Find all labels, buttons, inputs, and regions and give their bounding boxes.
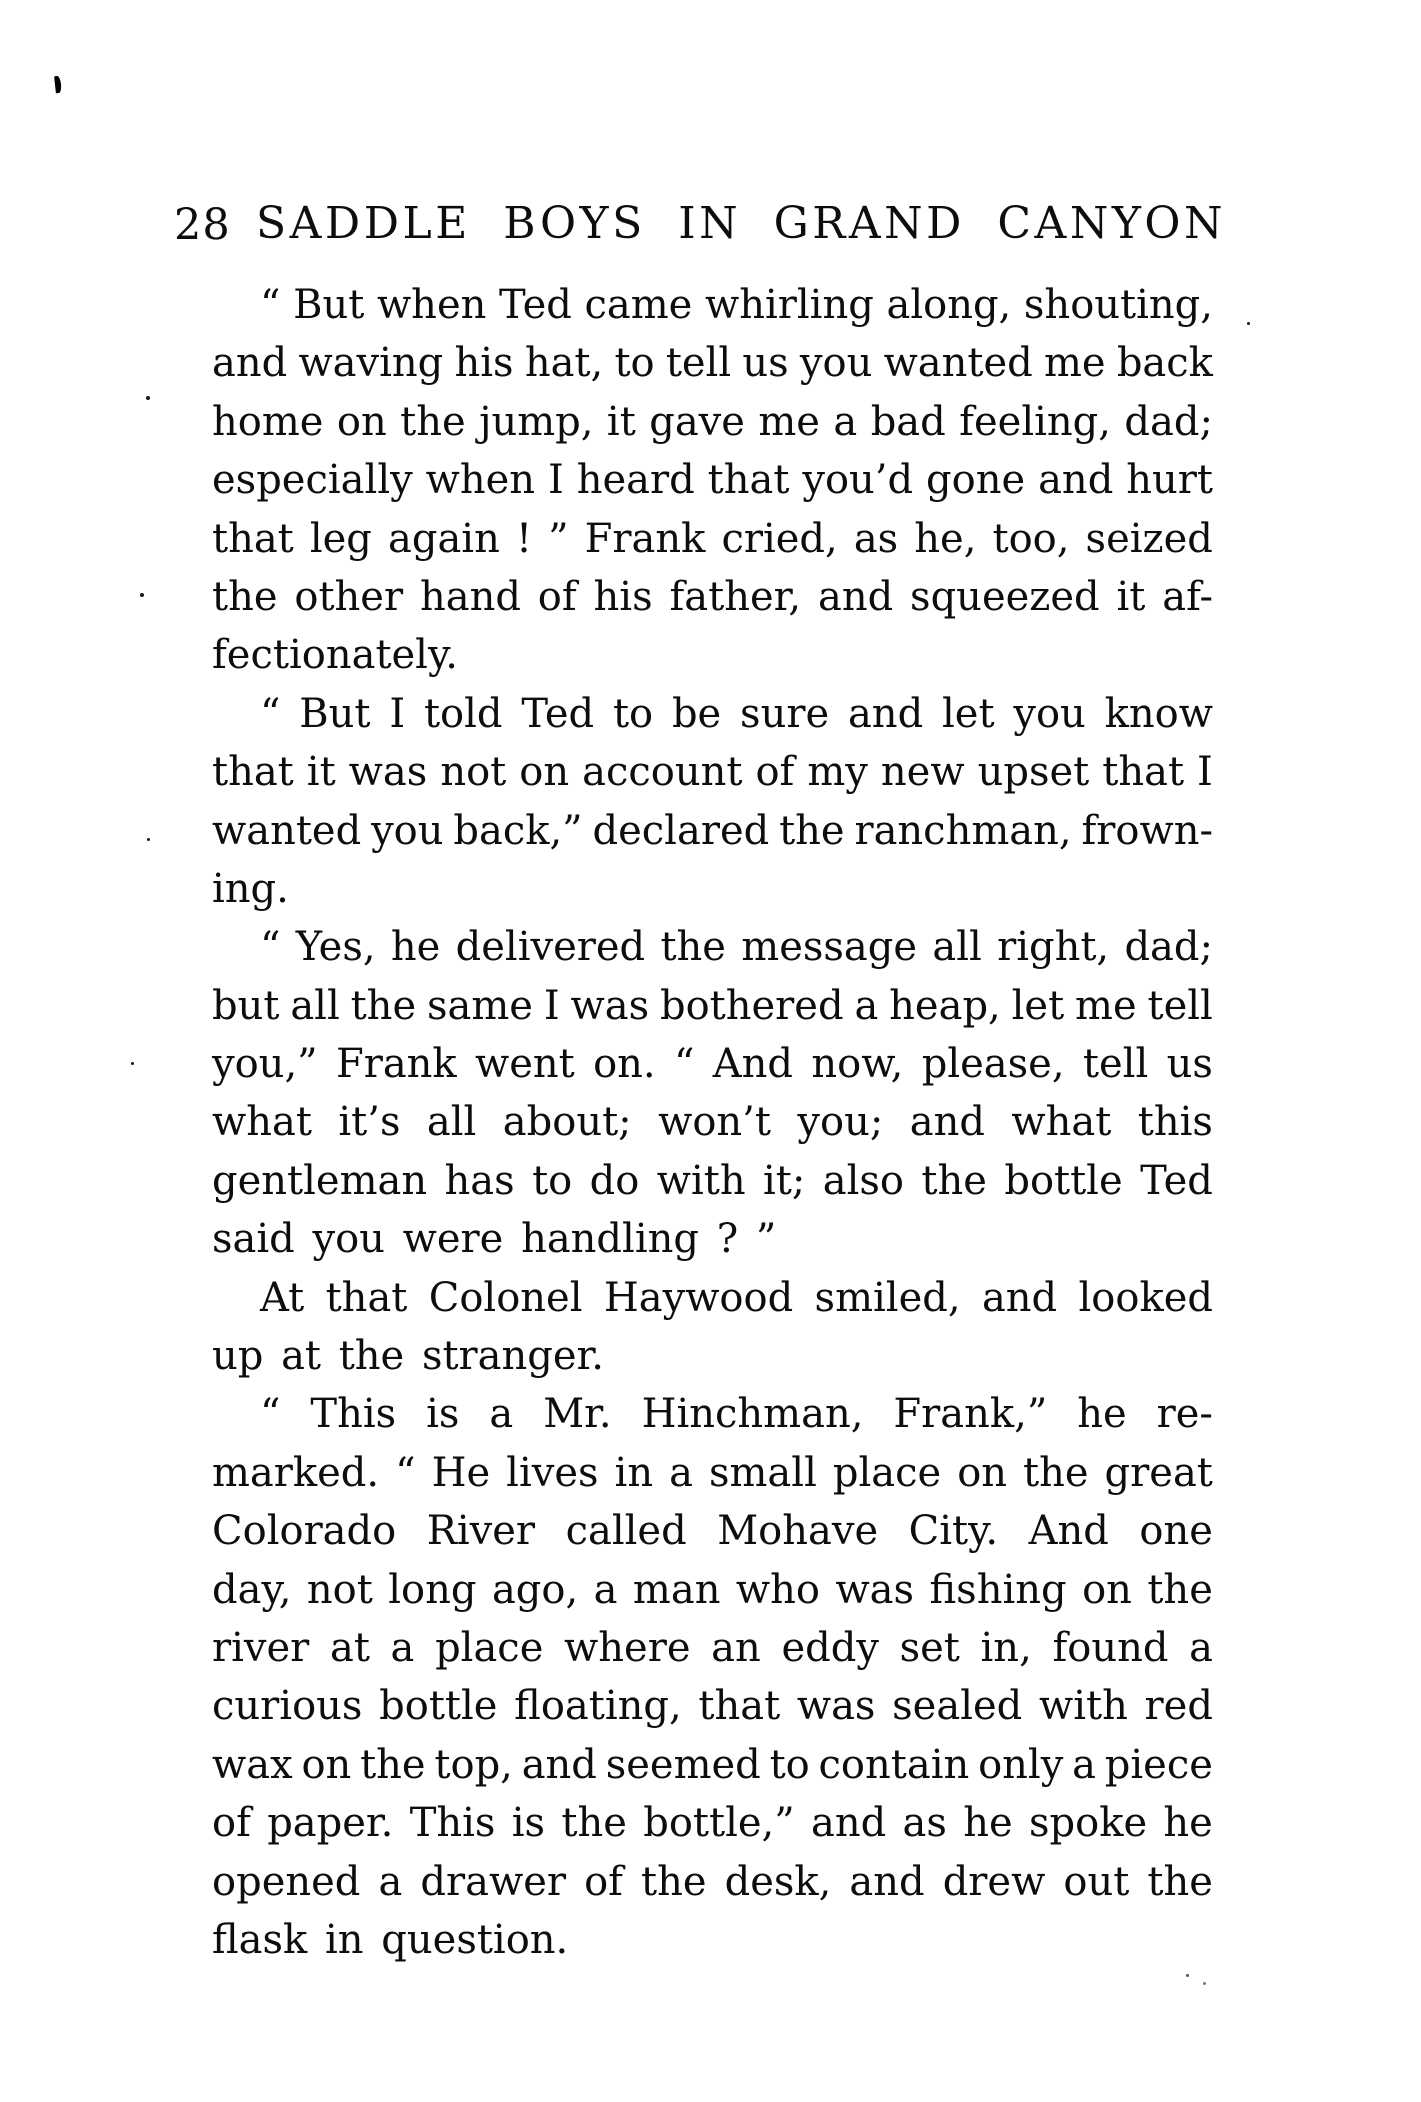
word: the (400, 398, 466, 445)
word: that (1102, 749, 1185, 796)
word: Mohave (717, 1508, 879, 1555)
word: jump, (479, 398, 594, 445)
word: eddy (781, 1624, 879, 1671)
word: me (1075, 982, 1137, 1029)
ink-speck (146, 396, 150, 400)
text-line (212, 1152, 1213, 1210)
word: that (212, 749, 294, 796)
word: the (779, 807, 845, 854)
word: and (909, 1099, 985, 1146)
word: and (1038, 457, 1114, 504)
word: an (711, 1624, 761, 1671)
word: wanted (212, 807, 362, 854)
word: on (301, 1741, 352, 1788)
word: he, (914, 515, 977, 562)
text-line (212, 1561, 1213, 1619)
word: I (543, 982, 560, 1029)
word: a (669, 1449, 693, 1496)
word: is (511, 1800, 546, 1847)
word: me (758, 398, 820, 445)
ink-speck (140, 593, 144, 597)
word: heap, (889, 982, 1001, 1029)
word: hurt (1126, 457, 1213, 504)
word: Hinchman, (641, 1391, 864, 1438)
word: that (698, 1683, 781, 1730)
word: wanted (883, 340, 1033, 387)
word: drawer (420, 1858, 566, 1905)
word: the (561, 1800, 627, 1847)
word: dad; (1124, 924, 1213, 971)
text-line (212, 1677, 1213, 1735)
word: “ (395, 1449, 416, 1496)
word: called (565, 1508, 687, 1555)
word: of (212, 1800, 251, 1847)
text-line (212, 685, 1213, 743)
word: This (409, 1800, 496, 1847)
word: to (769, 1741, 810, 1788)
word: Frank (584, 515, 706, 562)
word: sure (740, 690, 830, 737)
word: and (849, 1858, 925, 1905)
word: a (833, 398, 858, 445)
word: this (1137, 1099, 1213, 1146)
word: fishing (929, 1566, 1067, 1613)
word: of (584, 1858, 623, 1905)
word: it (306, 749, 336, 796)
ink-speck (131, 1062, 134, 1065)
word: of (537, 573, 577, 620)
word: the (1023, 1449, 1089, 1496)
word: the (360, 1741, 426, 1788)
word: delivered (455, 924, 646, 971)
text-line (212, 276, 1213, 334)
word: father, (669, 573, 802, 620)
word: on (1082, 1566, 1132, 1613)
word: to (612, 690, 654, 737)
word: heard (576, 457, 695, 504)
word: again (388, 515, 500, 562)
word: tell (665, 340, 732, 387)
word: his (454, 340, 514, 387)
word: ago, (491, 1566, 579, 1613)
word: as (902, 1800, 947, 1847)
word: wax (212, 1741, 293, 1788)
text-line (212, 1093, 1213, 1151)
word: too, (992, 515, 1070, 562)
word: right, (997, 924, 1110, 971)
word: what (212, 1099, 312, 1146)
word: now, (811, 1041, 904, 1088)
word: piece (1104, 1741, 1213, 1788)
text-line (212, 918, 1213, 976)
word: he (963, 1800, 1013, 1847)
word: Ted (521, 690, 595, 737)
word: long (388, 1566, 477, 1613)
word: out (1063, 1858, 1130, 1905)
word: also (822, 1157, 905, 1204)
word: in (614, 1449, 654, 1496)
word: my (807, 749, 868, 796)
word: what (1011, 1099, 1112, 1146)
word: all (426, 1099, 477, 1146)
word: is (426, 1391, 460, 1438)
word: a (378, 1858, 403, 1905)
word: other (294, 573, 404, 620)
word: ranchman, (854, 807, 1072, 854)
text-line (212, 1853, 1213, 1911)
word: And (712, 1041, 794, 1088)
word: I (547, 457, 564, 504)
word: back,” (453, 807, 583, 854)
text-line (212, 1444, 1213, 1502)
word: “ (260, 282, 281, 328)
word: not (440, 749, 507, 796)
word: you’d (802, 457, 914, 504)
text-line (212, 568, 1213, 626)
word: paper. (267, 1800, 394, 1847)
word: cried, (721, 515, 838, 562)
word: the (641, 1858, 707, 1905)
word: “ (260, 690, 281, 737)
word: to (532, 1157, 573, 1204)
word: found (1052, 1624, 1169, 1671)
word: on (957, 1449, 1008, 1496)
word: about; (502, 1099, 632, 1146)
text-line (212, 451, 1213, 509)
ink-speck (1186, 1974, 1189, 1977)
word: I (389, 690, 406, 737)
text-line (212, 1502, 1213, 1560)
word: along, (886, 282, 1012, 328)
word: and (521, 1741, 597, 1788)
word: was (796, 1683, 876, 1730)
text-line (212, 977, 1213, 1035)
word: us (742, 340, 789, 387)
word: new (880, 749, 965, 796)
word: hat, (524, 340, 604, 387)
word: set (899, 1624, 960, 1671)
word: shouting, (1023, 282, 1213, 328)
page-header (0, 198, 1421, 250)
word: sealed (892, 1683, 1023, 1730)
word: red (1144, 1683, 1213, 1730)
word: a (489, 1391, 514, 1438)
word: was (835, 1566, 915, 1613)
word: Haywood (603, 1274, 794, 1321)
word: tell (1082, 1041, 1149, 1088)
word: seized (1085, 515, 1213, 562)
word: and (212, 340, 288, 387)
word: This (310, 1391, 397, 1438)
word: and (981, 1274, 1058, 1321)
word: I (1197, 749, 1213, 796)
word: who (735, 1566, 820, 1613)
word: frown- (1081, 807, 1213, 854)
word: a (390, 1624, 415, 1671)
word: has (444, 1157, 515, 1204)
word: contain (818, 1741, 970, 1788)
word: he (1163, 1800, 1213, 1847)
word: Frank,” (893, 1391, 1048, 1438)
word: bad (870, 398, 946, 445)
word: Colonel (428, 1274, 583, 1321)
text-line (212, 1385, 1213, 1443)
word: desk, (724, 1858, 832, 1905)
word: declared (592, 807, 770, 854)
word: all (290, 982, 340, 1029)
word: bottle,” (643, 1800, 795, 1847)
word: it (1116, 573, 1146, 620)
text-line: fectionately. (212, 632, 458, 679)
text-line (212, 743, 1213, 801)
word: the (921, 1157, 987, 1204)
page-text (212, 276, 1213, 1969)
word: be (671, 690, 722, 737)
word: on (519, 749, 570, 796)
ink-speck (1203, 1982, 1206, 1985)
word: hand (419, 573, 521, 620)
word: me (1043, 340, 1106, 387)
ink-speck (1247, 322, 1250, 325)
word: curious (212, 1683, 363, 1730)
word: but (212, 982, 280, 1029)
word: lives (506, 1449, 599, 1496)
word: and (847, 690, 924, 737)
text-line: flask in question. (212, 1916, 569, 1963)
word: it; (763, 1157, 806, 1204)
word: “ (673, 1041, 695, 1088)
word: he (1077, 1391, 1127, 1438)
word: leg (309, 515, 372, 562)
word: that (212, 515, 294, 562)
word: af- (1162, 573, 1213, 620)
word: on. (593, 1041, 656, 1088)
word: know (1104, 690, 1213, 737)
word: not (306, 1566, 373, 1613)
word: great (1104, 1449, 1213, 1496)
word: his (593, 573, 653, 620)
word: opened (212, 1858, 361, 1905)
word: seemed (605, 1741, 761, 1788)
word: squeezed (910, 573, 1100, 620)
word: the (212, 573, 278, 620)
word: with (1038, 1683, 1128, 1730)
text-line (212, 1736, 1213, 1794)
word: a (593, 1566, 618, 1613)
text-line (212, 393, 1213, 451)
word: won’t (658, 1099, 771, 1146)
word: let (1011, 982, 1065, 1029)
word: us (1166, 1041, 1213, 1088)
word: that (707, 457, 790, 504)
word: feeling, (959, 398, 1111, 445)
word: same (426, 982, 533, 1029)
text-line (212, 510, 1213, 568)
word: let (941, 690, 995, 737)
word: where (564, 1624, 691, 1671)
word: ” (548, 515, 569, 562)
word: “ (260, 924, 281, 971)
ink-speck (147, 838, 150, 841)
word: at (329, 1624, 370, 1671)
word: River (426, 1508, 536, 1555)
word: He (431, 1449, 491, 1496)
word: was (570, 982, 650, 1029)
word: as (853, 515, 899, 562)
word: only (978, 1741, 1064, 1788)
word: a (1189, 1624, 1213, 1671)
word: the (1147, 1566, 1213, 1613)
word: when (376, 282, 487, 328)
word: whirling (704, 282, 874, 328)
word: gentleman (212, 1157, 428, 1204)
word: looked (1078, 1274, 1213, 1321)
word: re- (1156, 1391, 1213, 1438)
word: in, (980, 1624, 1032, 1671)
word: the (1147, 1858, 1213, 1905)
word: the (350, 982, 417, 1029)
word: when (425, 457, 536, 504)
word: day, (212, 1566, 292, 1613)
word: dad; (1124, 398, 1213, 445)
word: you,” (212, 1041, 318, 1088)
word: drew (942, 1858, 1046, 1905)
word: home (212, 398, 324, 445)
word: Ted (1140, 1157, 1213, 1204)
word: gone (926, 457, 1026, 504)
word: ! (515, 515, 533, 562)
text-line (212, 334, 1213, 392)
word: “ (260, 1391, 281, 1438)
word: bottle (1004, 1157, 1123, 1204)
word: it (606, 398, 636, 445)
word: it’s (338, 1099, 401, 1146)
word: Yes, (295, 924, 376, 971)
page-number: 28 (174, 200, 231, 250)
word: of (755, 749, 795, 796)
text-line (212, 1619, 1213, 1677)
word: came (584, 282, 693, 328)
word: tell (1147, 982, 1213, 1029)
word: message (741, 924, 918, 971)
word: a (854, 982, 879, 1029)
word: marked. (212, 1449, 380, 1496)
word: you (371, 807, 444, 854)
word: you (1013, 690, 1086, 737)
word: river (212, 1624, 310, 1671)
text-line (212, 802, 1213, 860)
text-line: ing. (212, 865, 289, 912)
word: one (1139, 1508, 1213, 1555)
word: a (1072, 1741, 1096, 1788)
word: place (435, 1624, 544, 1671)
word: bothered (659, 982, 844, 1029)
word: But (293, 282, 365, 328)
word: with (656, 1157, 746, 1204)
word: you; (797, 1099, 884, 1146)
word: and (811, 1800, 887, 1847)
word: you (799, 340, 873, 387)
word: Colorado (212, 1508, 397, 1555)
word: especially (212, 457, 413, 504)
text-line (212, 1794, 1213, 1852)
text-line: said you were handling ? ” (212, 1216, 777, 1263)
word: was (348, 749, 428, 796)
word: small (708, 1449, 817, 1496)
text-line (212, 1035, 1213, 1093)
word: spoke (1028, 1800, 1148, 1847)
word: all (932, 924, 982, 971)
text-line: up at the stranger. (212, 1333, 604, 1380)
word: back (1116, 340, 1213, 387)
word: and (817, 573, 894, 620)
word: man (632, 1566, 721, 1613)
word: upset (977, 749, 1090, 796)
word: he (390, 924, 441, 971)
word: on (336, 398, 387, 445)
word: At (260, 1274, 305, 1321)
word: Ted (499, 282, 572, 328)
word: gave (649, 398, 745, 445)
word: that (325, 1274, 408, 1321)
word: told (423, 690, 503, 737)
word: top, (434, 1741, 513, 1788)
text-line (212, 1269, 1213, 1327)
ink-mark (54, 76, 62, 94)
word: But (299, 690, 371, 737)
word: the (660, 924, 726, 971)
word: please, (921, 1041, 1065, 1088)
word: went (475, 1041, 575, 1088)
word: to (614, 340, 655, 387)
word: City. (908, 1508, 999, 1555)
word: Mr. (543, 1391, 612, 1438)
word: waving (298, 340, 444, 387)
word: floating, (514, 1683, 682, 1730)
running-title: SADDLE BOYS IN GRAND CANYON (256, 198, 1226, 249)
word: account (582, 749, 743, 796)
word: smiled, (814, 1274, 961, 1321)
word: do (589, 1157, 640, 1204)
word: bottle (379, 1683, 498, 1730)
word: Frank (335, 1041, 457, 1088)
word: And (1028, 1508, 1109, 1555)
word: place (832, 1449, 942, 1496)
